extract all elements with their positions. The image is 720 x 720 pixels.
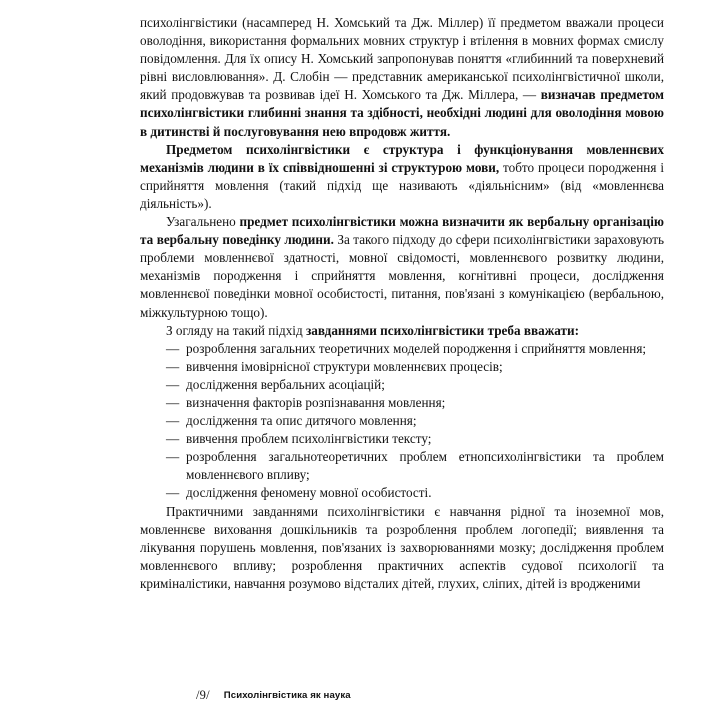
paragraph-2-run-1: Предметом психолінгвістики є структура і функціонування мовленнєвих механізмів людини в їх співвідношенні зі структурою мови, (140, 141, 664, 175)
paragraph-2 (140, 141, 664, 213)
list-item-text: визначення факторів розпізнавання мовлення; (186, 394, 446, 410)
page-number: /9/ (196, 687, 210, 702)
paragraph-3-run-3: За такого підходу до сфери психолінгвістики зараховують проблеми мовленнєвої здатності, мовної свідомості, мовленнєвого розвитку людини, механізмів породження і сприйняття мовлення, когнітивні процеси, дослідження мовленнєвої поведінки мовної особистості, питання, пов'язані з комунікацією (вербальною, міжкультурною тощо). (140, 232, 665, 320)
list-dash: — (166, 413, 180, 429)
paragraph-4 (140, 322, 664, 340)
paragraph-2-run-2: тобто процеси породження і сприйняття мовлення (такий підхід ще називають «діяльнісним» (від «мовленнєва діяльність»). (140, 159, 664, 211)
footer-section-title: Психолінгвістика як наука (223, 689, 351, 701)
list-dash: — (166, 431, 180, 447)
list-item-text: розроблення загальнотеоретичних проблем етнопсихолінгвістики та проблем мовленнєвого впливу; (186, 449, 664, 483)
list-item-text: вивчення імовірнісної структури мовленнєвих процесів; (186, 358, 503, 374)
paragraph-1-run-2: визначав предметом психолінгвістики глибинні знання та здібності, необхідні людині для оволодіння мовою в дитинстві й послуговування нею впродовж життя. (140, 87, 664, 139)
paragraph-5-run-1: Практичними завданнями психолінгвістики є навчання рідної та іноземної мов, мовленнєве виховання дошкільників та розроблення проблем логопедії; виявлення та лікування порушень мовлення, пов'язаних із захворюваннями мозку; дослідження проблем мовленнєвого впливу; розроблення практичних аспектів судової психології та криміналістики, навчання розумово відсталих дітей, глухих, сліпих, дітей із вродженими (140, 503, 664, 591)
paragraph-1 (140, 14, 664, 141)
list-item (140, 376, 664, 394)
paragraph-1-run-1: психолінгвістики (насамперед Н. Хомський та Дж. Міллер) її предметом вважали процеси оволодіння, використання формальних мовних структур і втілення в мовних формах смислу повідомлення. Для їх опису Н. Хомський запропонував поняття «глибинний та поверхневий рівні висловлювання». Д. Слобін — представник американської психолінгвістичної школи, який продовжував та розвивав ідеї Н. Хомського та Дж. Міллера, — (140, 15, 664, 103)
paragraph-4-run-1: З огляду на такий підхід (166, 322, 306, 338)
list-item (140, 340, 664, 358)
list-item (140, 394, 664, 412)
list-dash: — (166, 485, 180, 501)
list-item (140, 484, 664, 502)
tasks-list (140, 340, 664, 503)
paragraph-4-run-2: завданнями психолінгвістики треба вважати: (305, 322, 579, 338)
paragraph-5 (140, 503, 664, 593)
page-footer (0, 680, 720, 710)
list-item-text: дослідження та опис дитячого мовлення; (186, 413, 417, 429)
list-dash: — (166, 358, 180, 374)
list-dash: — (166, 394, 180, 410)
list-item (140, 448, 664, 484)
list-item (140, 430, 664, 448)
list-item-text: дослідження вербальних асоціацій; (186, 376, 385, 392)
page-body (140, 14, 664, 593)
list-dash: — (166, 340, 180, 356)
list-dash: — (166, 449, 180, 465)
list-item-text: вивчення проблем психолінгвістики тексту; (186, 431, 432, 447)
list-item (140, 412, 664, 430)
paragraph-3 (140, 213, 664, 322)
paragraph-3-run-2: предмет психолінгвістики можна визначити як вербальну організацію та вербальну поведінку людини. (140, 214, 664, 248)
list-item (140, 358, 664, 376)
list-dash: — (166, 376, 180, 392)
list-item-text: розроблення загальних теоретичних моделей породження і сприйняття мовлення; (186, 340, 647, 356)
paragraph-3-run-1: Узагальнено (166, 214, 240, 230)
list-item-text: дослідження феномену мовної особистості. (186, 485, 432, 501)
